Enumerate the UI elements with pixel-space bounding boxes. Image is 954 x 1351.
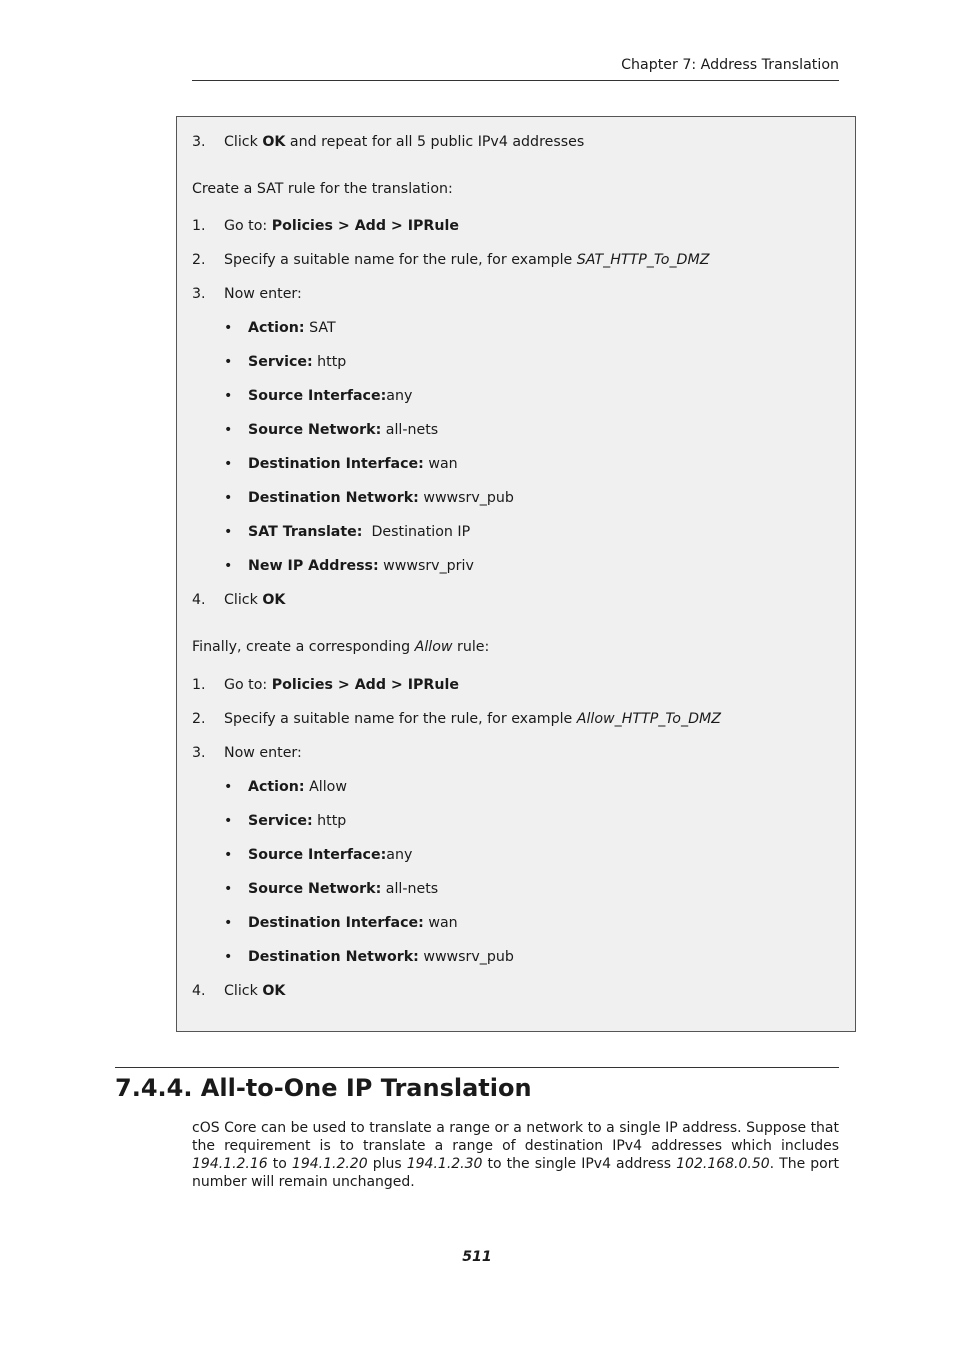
- step-text: Click OK and repeat for all 5 public IPv4 addresses: [224, 134, 585, 150]
- bullet: •: [224, 949, 233, 965]
- sat-intro: Create a SAT rule for the translation:: [192, 181, 453, 197]
- page-number: 511: [462, 1249, 492, 1265]
- bullet: •: [224, 490, 233, 506]
- field-item: Destination Interface: wan: [248, 456, 458, 472]
- field-item: New IP Address: wwwsrv_priv: [248, 558, 474, 574]
- bullet: •: [224, 354, 233, 370]
- bullet: •: [224, 558, 233, 574]
- step-number: 3.: [192, 134, 206, 150]
- step-number: 3.: [192, 745, 206, 761]
- running-header: Chapter 7: Address Translation: [621, 57, 839, 73]
- field-item: Source Network: all-nets: [248, 422, 439, 438]
- bullet: •: [224, 320, 233, 336]
- field-item: Source Interface:any: [248, 847, 413, 863]
- field-item: Action: Allow: [248, 779, 347, 795]
- step-number: 2.: [192, 252, 206, 268]
- step-number: 3.: [192, 286, 206, 302]
- field-item: Service: http: [248, 354, 347, 370]
- step-text: Now enter:: [224, 745, 302, 761]
- section-rule: [115, 1067, 839, 1068]
- section-title: 7.4.4. All-to-One IP Translation: [115, 1074, 532, 1102]
- step-text: Click OK: [224, 983, 286, 999]
- header-rule: [192, 80, 839, 81]
- step-text: Go to: Policies > Add > IPRule: [224, 677, 459, 693]
- step-number: 4.: [192, 983, 206, 999]
- step-number: 1.: [192, 677, 206, 693]
- step-number: 2.: [192, 711, 206, 727]
- step-number: 1.: [192, 218, 206, 234]
- bullet: •: [224, 388, 233, 404]
- section-paragraph: cOS Core can be used to translate a range or a network to a single IP address. Suppose that the requirement is to translate a range of destination IPv4 addresses which includes 194.1.2.16 to 194.1.2.20 plus 194.1.2.30 to the single IPv4 address 102.168.0.50. The port number will remain unchanged.: [192, 1120, 839, 1190]
- field-item: Destination Interface: wan: [248, 915, 458, 931]
- step-number: 4.: [192, 592, 206, 608]
- bullet: •: [224, 422, 233, 438]
- step-text: Click OK: [224, 592, 286, 608]
- field-item: Service: http: [248, 813, 347, 829]
- bullet: •: [224, 915, 233, 931]
- step-text: Specify a suitable name for the rule, for example Allow_HTTP_To_DMZ: [224, 711, 721, 727]
- step-text: Go to: Policies > Add > IPRule: [224, 218, 459, 234]
- step-text: Specify a suitable name for the rule, for example SAT_HTTP_To_DMZ: [224, 252, 710, 268]
- field-item: SAT Translate: Destination IP: [248, 524, 471, 540]
- field-item: Source Network: all-nets: [248, 881, 439, 897]
- field-item: Destination Network: wwwsrv_pub: [248, 949, 514, 965]
- field-item: Action: SAT: [248, 320, 336, 336]
- bullet: •: [224, 847, 233, 863]
- bullet: •: [224, 456, 233, 472]
- allow-intro: Finally, create a corresponding Allow rule:: [192, 639, 490, 655]
- bullet: •: [224, 813, 233, 829]
- field-item: Destination Network: wwwsrv_pub: [248, 490, 514, 506]
- field-item: Source Interface:any: [248, 388, 413, 404]
- bullet: •: [224, 881, 233, 897]
- bullet: •: [224, 524, 233, 540]
- step-text: Now enter:: [224, 286, 302, 302]
- bullet: •: [224, 779, 233, 795]
